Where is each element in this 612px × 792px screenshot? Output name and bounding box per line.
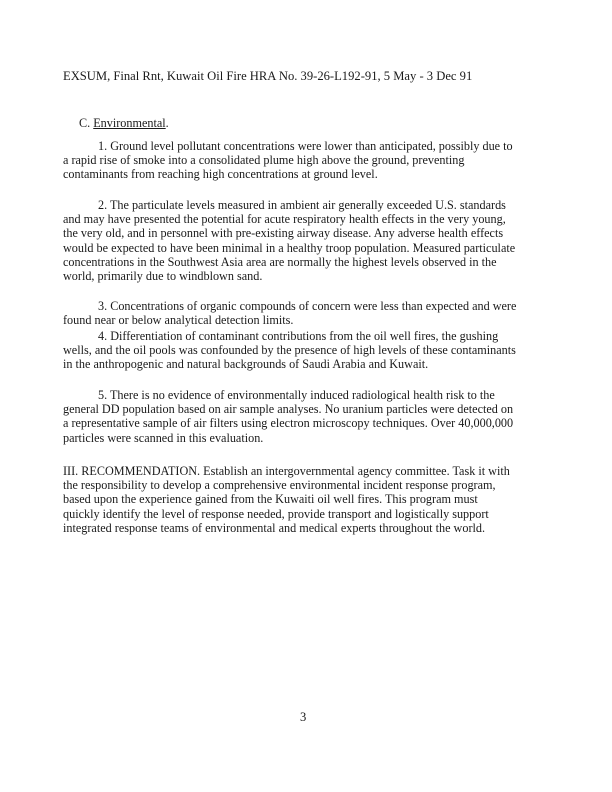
text-line: in the anthropogenic and natural backgrounds of Saudi Arabia and Kuwait. bbox=[63, 357, 429, 372]
section-letter: C. bbox=[79, 116, 91, 130]
text-line: and may have presented the potential for acute respiratory health effects in the very young, bbox=[63, 212, 506, 227]
text-line: found near or below analytical detection limits. bbox=[63, 313, 294, 328]
text-line: contaminants from reaching high concentrations at ground level. bbox=[63, 167, 378, 182]
paragraph-1 bbox=[63, 139, 553, 182]
text-line: 5. There is no evidence of environmentally induced radiological health risk to the bbox=[98, 388, 495, 402]
text-line: concentrations in the Southwest Asia area are normally the highest levels observed in the bbox=[63, 254, 497, 269]
text-line: world, primarily due to windblown sand. bbox=[63, 269, 263, 284]
text-line: quickly identify the level of response needed, provide transport and logistically support bbox=[63, 506, 489, 521]
text-line: 2. The particulate levels measured in ambient air generally exceeded U.S. standards bbox=[98, 198, 506, 212]
section-heading bbox=[79, 116, 169, 131]
text-line: would be expected to have been minimal in a healthy troop population. Measured particulate bbox=[63, 240, 516, 255]
text-line: the responsibility to develop a comprehensive environmental incident response program, bbox=[63, 478, 496, 493]
text-line: based upon the experience gained from the Kuwaiti oil well fires. This program must bbox=[63, 492, 478, 507]
text-line: a representative sample of air filters using electron microscopy techniques. Over 40,000,000 bbox=[63, 416, 514, 431]
paragraph-5 bbox=[63, 388, 553, 445]
text-line: 4. Differentiation of contaminant contributions from the oil well fires, the gushing bbox=[98, 329, 499, 343]
text-line: III. RECOMMENDATION. Establish an intergovernmental agency committee. Task it with bbox=[63, 464, 510, 478]
text-line: the very old, and in personnel with pre-existing airway disease. Any adverse health effects bbox=[63, 226, 504, 241]
text-line: wells, and the oil pools was confounded by the presence of high levels of these contaminants bbox=[63, 343, 516, 358]
page-number: 3 bbox=[300, 710, 307, 724]
text-line: particles were scanned in this evaluation. bbox=[63, 430, 264, 445]
section-title: Environmental bbox=[93, 116, 166, 130]
document-header: EXSUM, Final Rnt, Kuwait Oil Fire HRA No. 39-26-L192-91, 5 May - 3 Dec 91 bbox=[63, 69, 473, 83]
paragraph-4 bbox=[63, 329, 553, 372]
paragraph-2 bbox=[63, 198, 553, 283]
section-title-period: . bbox=[165, 116, 169, 130]
text-line: 3. Concentrations of organic compounds of concern were less than expected and were bbox=[98, 299, 517, 313]
text-line: 1. Ground level pollutant concentrations were lower than anticipated, possibly due to bbox=[98, 139, 513, 153]
recommendation-paragraph bbox=[63, 464, 553, 535]
text-line: integrated response teams of environmental and medical experts throughout the world. bbox=[63, 520, 486, 535]
text-line: general DD population based on air sample analyses. No uranium particles were detected on bbox=[63, 402, 514, 417]
text-line: a rapid rise of smoke into a consolidated plume high above the ground, preventing bbox=[63, 153, 465, 168]
paragraph-3 bbox=[63, 299, 553, 327]
